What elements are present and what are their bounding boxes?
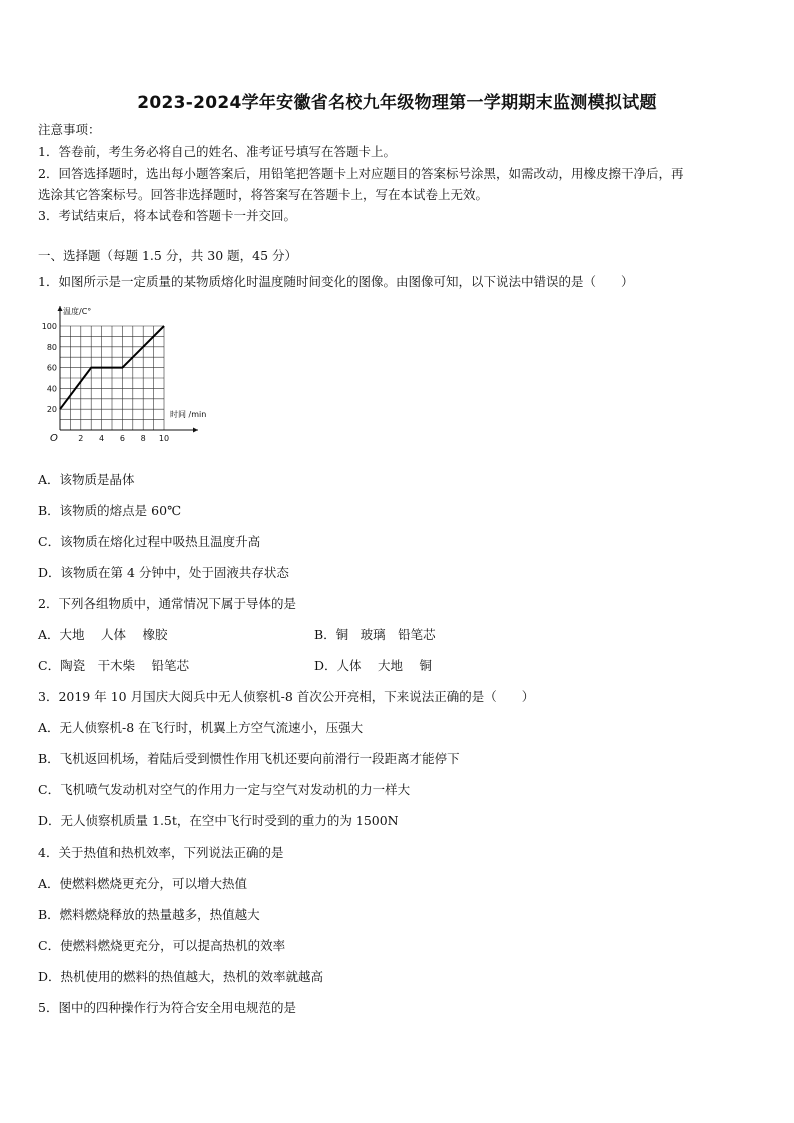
notice-item-1: 1．答卷前，考生务必将自己的姓名、准考证号填写在答题卡上。: [38, 144, 396, 159]
q4-option-a: A．使燃料燃烧更充分，可以增大热值: [38, 876, 248, 891]
question-5-stem: 5．图中的四种操作行为符合安全用电规范的是: [38, 1000, 296, 1015]
y-tick-label: 80: [46, 342, 57, 352]
x-tick-label: 4: [99, 434, 105, 443]
y-tick-label: 20: [46, 405, 57, 415]
q2-option-a: A．大地 人体 橡胶: [38, 627, 168, 642]
x-axis-arrow: [193, 428, 198, 433]
y-tick-label: 60: [46, 363, 57, 373]
y-axis-label: 温度/C°: [63, 307, 92, 316]
x-tick-label: 2: [78, 434, 84, 443]
q1-option-b: B．该物质的熔点是 60℃: [38, 503, 182, 518]
q3-option-c: C．飞机喷气发动机对空气的作用力一定与空气对发动机的力一样大: [38, 782, 411, 797]
q1-option-a: A．该物质是晶体: [38, 472, 135, 487]
y-axis-arrow: [58, 306, 63, 311]
notice-item-2: 2．回答选择题时，选出每小题答案后，用铅笔把答题卡上对应题目的答案标号涂黑，如需改动，用橡皮擦干净后，再: [38, 166, 684, 181]
exam-title: 2023-2024学年安徽省名校九年级物理第一学期期末监测模拟试题: [137, 93, 657, 113]
q4-option-b: B．燃料燃烧释放的热量越多，热值越大: [38, 907, 260, 922]
question-4-stem: 4．关于热值和热机效率，下列说法正确的是: [38, 845, 284, 860]
chart-labels: [42, 306, 207, 444]
q4-option-d: D．热机使用的燃料的热值越大，热机的效率就越高: [38, 969, 324, 984]
notice-heading: 注意事项：: [38, 122, 101, 137]
section-heading: 一、选择题（每题 1.5 分，共 30 题，45 分）: [38, 248, 298, 263]
x-tick-label: 8: [140, 434, 146, 443]
q1-option-d: D．该物质在第 4 分钟中，处于固液共存状态: [38, 565, 289, 580]
x-tick-label: 6: [119, 434, 125, 443]
notice-item-2-cont: 选涂其它答案标号。回答非选择题时，将答案写在答题卡上，写在本试卷上无效。: [38, 187, 489, 202]
question-1-stem: 1．如图所示是一定质量的某物质熔化时温度随时间变化的图像。由图像可知，以下说法中错误的是（ ）: [38, 274, 634, 289]
question-3-stem: 3．2019 年 10 月国庆大阅兵中无人侦察机-8 首次公开亮相，下来说法正确的是（ ）: [38, 689, 535, 704]
y-tick-label: 40: [46, 384, 57, 394]
y-tick-label: 100: [41, 322, 57, 331]
q3-option-b: B．飞机返回机场，着陆后受到惯性作用飞机还要向前滑行一段距离才能停下: [38, 751, 460, 766]
x-axis-label: 时间 /min: [170, 410, 207, 419]
notice-item-3: 3．考试结束后，将本试卷和答题卡一并交回。: [38, 208, 296, 223]
q2-option-c: C．陶瓷 干木柴 铅笔芯: [38, 658, 190, 673]
q3-option-d: D．无人侦察机质量 1.5t，在空中飞行时受到的重力的为 1500N: [38, 813, 399, 828]
melting-curve-chart: [36, 296, 226, 446]
q4-option-c: C．使燃料燃烧更充分，可以提高热机的效率: [38, 938, 286, 953]
question-2-stem: 2．下列各组物质中，通常情况下属于导体的是: [38, 596, 296, 611]
x-tick-label: 10: [158, 434, 170, 443]
q1-option-c: C．该物质在熔化过程中吸热且温度升高: [38, 534, 261, 549]
origin-label: O: [50, 433, 58, 444]
q2-option-b: B．铜 玻璃 铅笔芯: [314, 627, 436, 642]
q3-option-a: A．无人侦察机-8 在飞行时，机翼上方空气流速小，压强大: [38, 720, 364, 735]
q2-option-d: D．人体 大地 铜: [314, 658, 432, 673]
